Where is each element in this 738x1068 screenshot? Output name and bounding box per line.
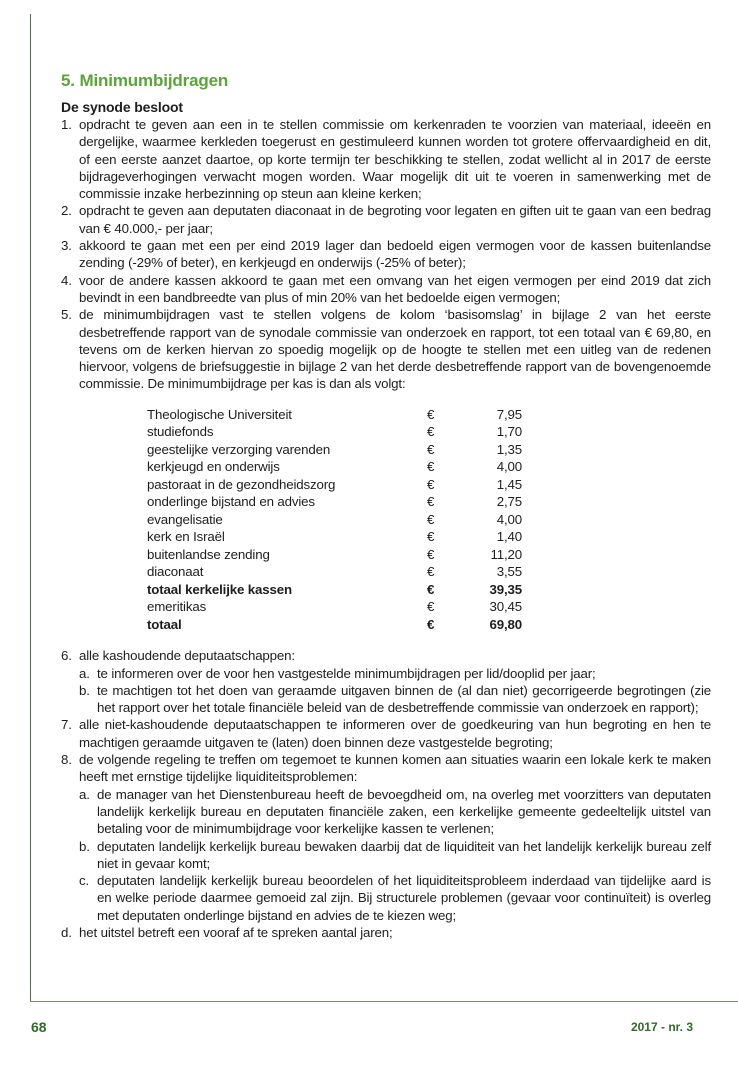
item-text: alle kashoudende deputaatschappen: (79, 648, 295, 664)
outdented-sub-item (61, 924, 711, 941)
currency-symbol: € (427, 494, 435, 510)
sub-item-text: het uitstel betreft een vooraf af te spreken aantal jaren; (79, 925, 393, 940)
fund-name: emeritikas (147, 599, 207, 615)
sub-item-letter: a. (79, 665, 90, 681)
fund-name: geestelijke verzorging varenden (147, 441, 331, 457)
item-text: de minimumbijdragen vast te stellen volgens de kolom ‘basisomslag’ in bijlage 2 van het eerste desbetreffende rapport van de synodale commissie van onderzoek en rapport, tot een totaal van € 69,80, en tevens om de kerken hiervan zo spoedig mogelijk op de hoogte te stellen met een uitleg van de redenen hiervoor, volgens de briefsuggestie in bijlage 2 van het derde desbetreffende rapport van de bovengenoemde commissie. De minimumbijdrage per kas is dan als volgt: (79, 307, 711, 392)
item-number: 1. (61, 117, 72, 132)
fund-name: kerk en Israël (147, 529, 225, 545)
item-text: voor de andere kassen akkoord te gaan met een omvang van het eigen vermogen per eind 2019 dat zich bevindt in een bandbreedte van plus of min 20% van het bedoelde eigen vermogen; (79, 272, 711, 305)
fund-amount: 1,40 (496, 529, 522, 545)
list-item (61, 116, 711, 202)
table-row (147, 581, 522, 599)
table-row (147, 616, 522, 634)
sub-item-letter: b. (79, 838, 90, 854)
currency-symbol: € (427, 441, 435, 457)
item-number: 7. (61, 717, 72, 733)
item-number: 2. (61, 203, 72, 219)
fund-amount: 4,00 (496, 459, 522, 475)
fund-amount: 4,00 (496, 511, 522, 527)
fund-name: studiefonds (147, 424, 214, 440)
sub-item-text: te informeren over de voor hen vastgestelde minimumbijdragen per lid/dooplid per jaar; (97, 665, 596, 681)
sub-list (79, 665, 711, 717)
currency-symbol: € (427, 616, 435, 632)
contribution-table-wrapper (147, 406, 711, 634)
item-number: 4. (61, 272, 72, 288)
contribution-table (147, 406, 522, 634)
item-text: opdracht te geven aan een in te stellen commissie om kerkenraden te voorzien van materiaal, ideeën en dergelijke, waarmee kerkleden toegerust en gestimuleerd kunnen worden tot grotere offervaardigheid en dit, of een eerste aanzet daartoe, op korte termijn ter beschikking te stellen, zodat wellicht al in 2017 de eerste bijdrageverhogingen verwacht mogen worden. Waar mogelijk dit uit te voeren in samenwerking met de commissie inzake herbezinning op steun aan kleine kerken; (79, 117, 711, 202)
sub-list (79, 786, 711, 924)
document-body (61, 70, 711, 941)
fund-amount: 30,45 (489, 599, 522, 615)
currency-symbol: € (427, 406, 435, 422)
table-row (147, 528, 522, 546)
fund-amount: 1,45 (496, 476, 522, 492)
list-item (61, 647, 711, 716)
page-frame-bottom-rule (30, 1001, 738, 1002)
item-text: de volgende regeling te treffen om tegemoet te kunnen komen aan situaties waarin een lokale kerk te maken heeft met ernstige tijdelijke liquiditeitsproblemen: (79, 752, 711, 785)
fund-name: diaconaat (147, 564, 204, 580)
item-number: 6. (61, 648, 72, 664)
table-row (147, 511, 522, 529)
table-row (147, 563, 522, 581)
fund-name: buitenlandse zending (147, 546, 270, 562)
table-row (147, 423, 522, 441)
issue-label: 2017 - nr. 3 (630, 1020, 693, 1034)
fund-name: totaal kerkelijke kassen (147, 581, 292, 597)
fund-name: onderlinge bijstand en advies (147, 494, 315, 510)
currency-symbol: € (427, 546, 435, 562)
item-text: opdracht te geven aan deputaten diaconaat in de begroting voor legaten en giften uit te gaan van een bedrag van € 40.000,- per jaar; (79, 203, 711, 236)
table-row (147, 598, 522, 616)
fund-amount: 1,35 (496, 441, 522, 457)
item-text: akkoord te gaan met een per eind 2019 lager dan bedoeld eigen vermogen voor de kassen buitenlandse zending (-29% of beter), en kerkjeugd en onderwijs (-25% of beter); (79, 238, 711, 271)
section-title: 5. Minimumbijdragen (61, 71, 229, 90)
sub-list-item (79, 838, 711, 873)
fund-amount: 3,55 (496, 564, 522, 580)
fund-name: evangelisatie (147, 511, 223, 527)
sub-item-text: deputaten landelijk kerkelijk bureau beoordelen of het liquiditeitsprobleem inderdaad van tijdelijke aard is en welke periode daarmee gemoeid zal zijn. Bij structurele problemen (gevaar voor continuïteit) is overleg met deputaten onderlinge bijstand en advies de te kiezen weg; (97, 873, 711, 923)
sub-list-item (79, 786, 711, 838)
table-row (147, 493, 522, 511)
sub-item-text: de manager van het Dienstenbureau heeft de bevoegdheid om, na overleg met voorzitters van deputaten landelijk kerkelijk bureau en deputaten financiële zaken, een kerkelijke gemeente gedeeltelijk uitstel van betaling voor de minimumbijdrage voor kerkelijke kassen te verlenen; (97, 786, 711, 837)
fund-amount: 69,80 (489, 616, 522, 632)
table-row (147, 441, 522, 459)
item-number: 5. (61, 307, 72, 323)
sub-item-text: te machtigen tot het doen van geraamde uitgaven binnen de (al dan niet) gecorrigeerde begrotingen (zie het rapport over het totale financiële beleid van de desbetreffende commissie van onderzoek en rapport); (97, 682, 711, 716)
fund-name: kerkjeugd en onderwijs (147, 459, 280, 475)
item-number: 3. (61, 238, 72, 254)
fund-amount: 7,95 (496, 406, 522, 422)
decision-list-continued (61, 647, 711, 924)
sub-list-item (79, 872, 711, 924)
sub-item-letter: d. (61, 925, 72, 940)
decision-list (61, 116, 711, 393)
list-item (61, 237, 711, 272)
sub-list-item (79, 665, 711, 682)
table-row (147, 476, 522, 494)
page-frame-left-rule (30, 14, 31, 1002)
sub-item-letter: c. (79, 873, 90, 889)
list-item (61, 716, 711, 751)
sub-list-item (79, 682, 711, 717)
list-item (61, 272, 711, 307)
list-item (61, 202, 711, 237)
sub-item-text: deputaten landelijk kerkelijk bureau bewaken daarbij dat de liquiditeit van het landelijk kerkelijk bureau zelf niet in gevaar komt; (97, 838, 711, 871)
currency-symbol: € (427, 581, 435, 597)
table-row (147, 546, 522, 564)
sub-item-letter: a. (79, 786, 90, 802)
currency-symbol: € (427, 476, 435, 492)
page-number: 68 (31, 1019, 47, 1035)
item-number: 8. (61, 752, 72, 768)
fund-name: Theologische Universiteit (147, 406, 292, 422)
section-subtitle: De synode besloot (61, 99, 183, 115)
currency-symbol: € (427, 511, 435, 527)
currency-symbol: € (427, 424, 435, 440)
list-item (61, 306, 711, 392)
table-row (147, 458, 522, 476)
fund-name: totaal (147, 616, 182, 632)
currency-symbol: € (427, 459, 435, 475)
fund-amount: 11,20 (490, 546, 522, 562)
item-text: alle niet-kashoudende deputaatschappen te informeren over de goedkeuring van hun begroting en hen te machtigen geraamde uitgaven te (laten) doen binnen deze vastgestelde begroting; (79, 717, 711, 750)
fund-amount: 2,75 (496, 494, 522, 510)
table-row (147, 406, 522, 424)
fund-name: pastoraat in de gezondheidszorg (147, 476, 336, 492)
currency-symbol: € (427, 564, 435, 580)
fund-amount: 1,70 (496, 424, 522, 440)
currency-symbol: € (427, 529, 435, 545)
list-item (61, 751, 711, 924)
sub-item-letter: b. (79, 682, 90, 698)
fund-amount: 39,35 (489, 581, 522, 597)
currency-symbol: € (427, 599, 435, 615)
